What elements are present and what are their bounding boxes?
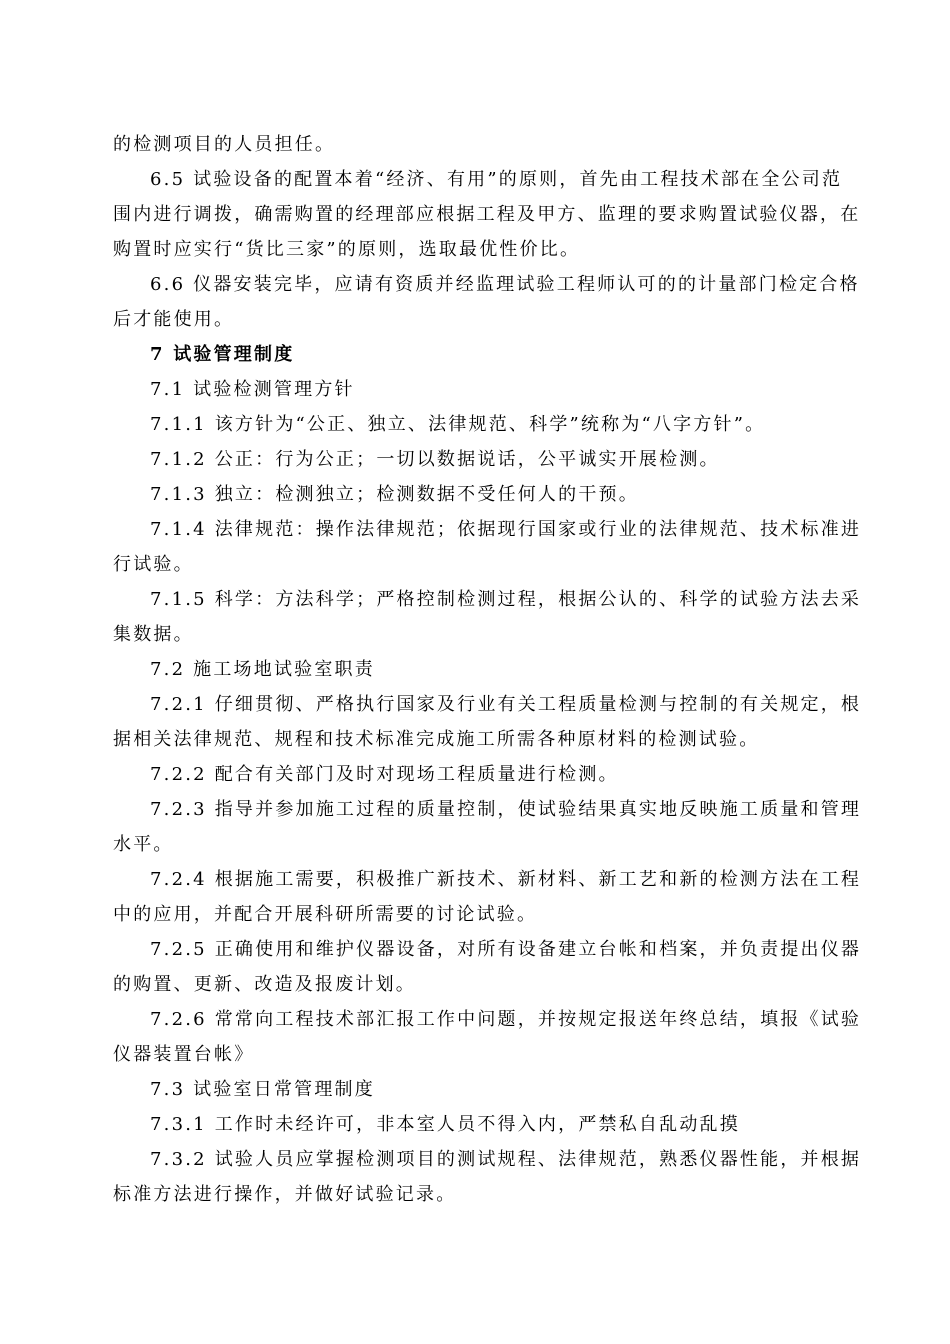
text-line: 7.2 施工场地试验室职责: [150, 659, 375, 680]
paragraph: [113, 127, 835, 162]
text-line: 标准方法进行操作，并做好试验记录。: [113, 1184, 457, 1205]
text-line: 集数据。: [113, 624, 194, 645]
text-line: 围内进行调拨，确需购置的经理部应根据工程及甲方、监理的要求购置试验仪器，在: [113, 204, 861, 225]
text-line: 的检测项目的人员担任。: [113, 134, 336, 155]
paragraph: [113, 407, 835, 442]
section-heading: [113, 337, 835, 372]
paragraph: [113, 862, 862, 932]
paragraph: [113, 932, 862, 1002]
text-line: 7.2.4 根据施工需要，积极推广新技术、新材料、新工艺和新的检测方法在工程: [150, 869, 862, 890]
text-line: 7.1 试验检测管理方针: [150, 379, 355, 400]
text-line: 7.1.3 独立：检测独立；检测数据不受任何人的干预。: [150, 484, 639, 505]
paragraph: [113, 477, 835, 512]
paragraph: [113, 652, 835, 687]
text-line: 7.2.6 常常向工程技术部汇报工作中问题，并按规定报送年终总结，填报《试验: [150, 1009, 862, 1030]
text-line: 7.3.1 工作时未经许可，非本室人员不得入内，严禁私自乱动乱摸: [150, 1114, 740, 1135]
paragraph: [113, 442, 835, 477]
text-line: 7.2.1 仔细贯彻、严格执行国家及行业有关工程质量检测与控制的有关规定，根: [150, 694, 862, 715]
paragraph: [113, 162, 861, 267]
text-line: 的购置、更新、改造及报废计划。: [113, 974, 416, 995]
text-line: 7.1.2 公正：行为公正；一切以数据说话，公平诚实开展检测。: [150, 449, 720, 470]
paragraph: [113, 1107, 835, 1142]
paragraph: [113, 512, 862, 582]
text-line: 7.3.2 试验人员应掌握检测项目的测试规程、法律规范，熟悉仪器性能，并根据: [150, 1149, 862, 1170]
text-line: 7.2.3 指导并参加施工过程的质量控制，使试验结果真实地反映施工质量和管理: [150, 799, 862, 820]
paragraph: [113, 1072, 835, 1107]
text-line: 中的应用，并配合开展科研所需要的讨论试验。: [113, 904, 538, 925]
paragraph: [113, 1142, 862, 1212]
text-line: 7.2.2 配合有关部门及时对现场工程质量进行检测。: [150, 764, 619, 785]
text-line: 7.2.5 正确使用和维护仪器设备，对所有设备建立台帐和档案，并负责提出仪器: [150, 939, 862, 960]
paragraph: [113, 372, 835, 407]
text-line: 行试验。: [113, 554, 194, 575]
text-line: 水平。: [113, 834, 174, 855]
paragraph: [113, 267, 860, 337]
paragraph: [113, 687, 862, 757]
text-line: 6.6 仪器安装完毕，应请有资质并经监理试验工程师认可的的计量部门检定合格: [150, 274, 860, 295]
text-line: 7.1.1 该方针为“公正、独立、法律规范、科学”统称为“八字方针”。: [150, 414, 766, 435]
text-line: 7.3 试验室日常管理制度: [150, 1079, 375, 1100]
document-body: [113, 127, 862, 1212]
text-line: 6.5 试验设备的配置本着“经济、有用”的原则，首先由工程技术部在全公司范: [150, 169, 843, 190]
paragraph: [113, 792, 862, 862]
text-line: 后才能使用。: [113, 309, 235, 330]
paragraph: [113, 757, 835, 792]
text-line: 7.1.4 法律规范：操作法律规范；依据现行国家或行业的法律规范、技术标准进: [150, 519, 862, 540]
text-line: 购置时应实行“货比三家”的原则，选取最优性价比。: [113, 239, 581, 260]
text-line: 据相关法律规范、规程和技术标准完成施工所需各种原材料的检测试验。: [113, 729, 760, 750]
text-line: 7 试验管理制度: [150, 344, 295, 365]
text-line: 仪器装置台帐》: [113, 1044, 255, 1065]
text-line: 7.1.5 科学：方法科学；严格控制检测过程，根据公认的、科学的试验方法去采: [150, 589, 862, 610]
paragraph: [113, 1002, 862, 1072]
paragraph: [113, 582, 862, 652]
